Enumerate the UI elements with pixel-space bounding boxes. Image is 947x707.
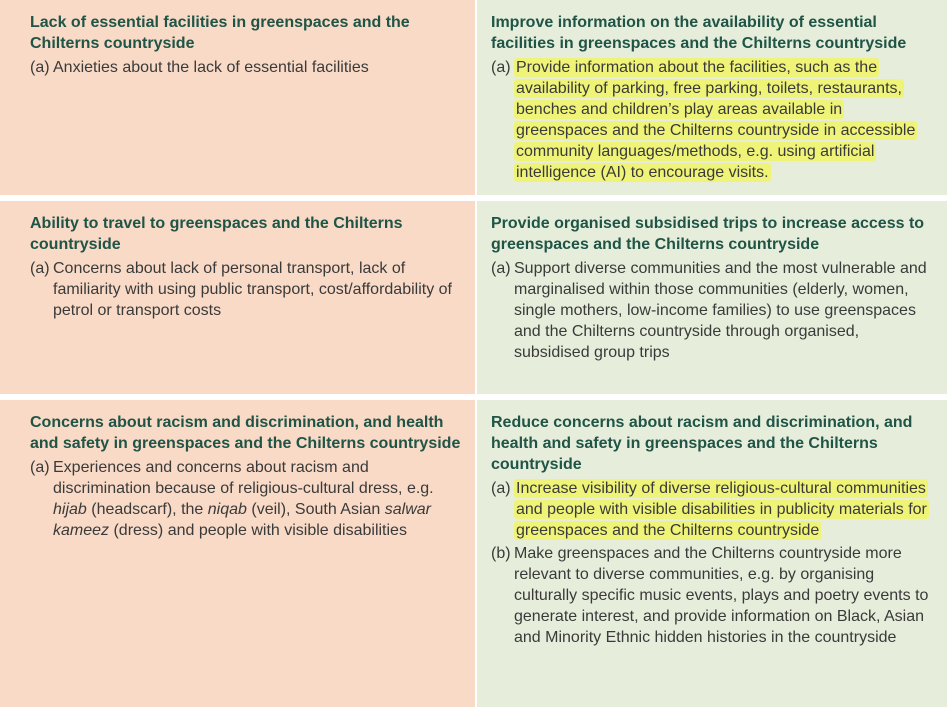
item-text <box>53 457 461 541</box>
item-marker: (a) <box>491 480 511 497</box>
italic-term: hijab <box>53 501 87 518</box>
item-marker: (a) <box>30 459 50 476</box>
item-marker: (b) <box>491 545 511 562</box>
table-row <box>0 0 947 195</box>
table-row <box>0 201 947 394</box>
list-item <box>491 543 933 648</box>
table-row <box>0 400 947 707</box>
barrier-cell <box>0 201 475 394</box>
highlighted-text: Provide information about the facilities, such as the availability of parking, free parking, toilets, restaurants, benches and children’s play areas available in greenspaces and the Chilterns countryside in accessible community languages/methods, e.g. using artificial intelligence (AI) to encourage visits. <box>516 59 916 181</box>
action-heading: Reduce concerns about racism and discrimination, and health and safety in greenspaces and the Chilterns countryside <box>491 414 913 473</box>
list-item <box>30 57 461 78</box>
action-heading: Improve information on the availability of essential facilities in greenspaces and the Chilterns countryside <box>491 14 907 52</box>
italic-term: salwar kameez <box>53 501 431 539</box>
item-text-container <box>514 57 933 183</box>
list-item <box>491 258 933 363</box>
barrier-cell <box>0 0 475 195</box>
item-text: Support diverse communities and the most vulnerable and marginalised within those communities (elderly, women, single mothers, low-income families) to use greenspaces and the Chilterns countryside through organised, subsidised group trips <box>514 260 927 361</box>
item-text-container <box>514 478 933 541</box>
action-cell <box>477 201 947 394</box>
italic-term: niqab <box>207 501 247 518</box>
item-marker: (a) <box>30 260 50 277</box>
barrier-heading: Ability to travel to greenspaces and the Chilterns countryside <box>30 215 403 253</box>
action-heading: Provide organised subsidised trips to increase access to greenspaces and the Chilterns countryside <box>491 215 925 253</box>
action-cell <box>477 0 947 195</box>
item-text: Concerns about lack of personal transport, lack of familiarity with using public transport, cost/affordability of petrol or transport costs <box>53 260 452 319</box>
barrier-heading: Concerns about racism and discrimination, and health and safety in greenspaces and the Chilterns countryside <box>30 414 461 452</box>
item-text: Anxieties about the lack of essential facilities <box>53 59 369 76</box>
list-item <box>30 457 461 541</box>
barrier-heading: Lack of essential facilities in greenspaces and the Chilterns countryside <box>30 14 410 52</box>
text-run: (veil), South Asian <box>246 501 385 518</box>
text-run: Experiences and concerns about racism and discrimination because of religious-cultural dress, e.g. <box>53 459 434 497</box>
item-marker: (a) <box>491 260 511 277</box>
list-item <box>491 478 933 541</box>
highlighted-text: Increase visibility of diverse religious-cultural communities and people with visible disabilities in publicity materials for greenspaces and the Chilterns countryside <box>516 480 927 539</box>
barrier-cell <box>0 400 475 707</box>
text-run: (headscarf), the <box>86 501 208 518</box>
list-item <box>30 258 461 321</box>
text-run: (dress) and people with visible disabilities <box>109 522 407 539</box>
item-text: Make greenspaces and the Chilterns countryside more relevant to diverse communities, e.g. by organising culturally specific music events, plays and poetry events to generate interest, and provide information on Black, Asian and Minority Ethnic hidden histories in the countryside <box>514 545 929 646</box>
list-item <box>491 57 933 183</box>
item-marker: (a) <box>30 59 50 76</box>
item-marker: (a) <box>491 59 511 76</box>
action-cell <box>477 400 947 707</box>
